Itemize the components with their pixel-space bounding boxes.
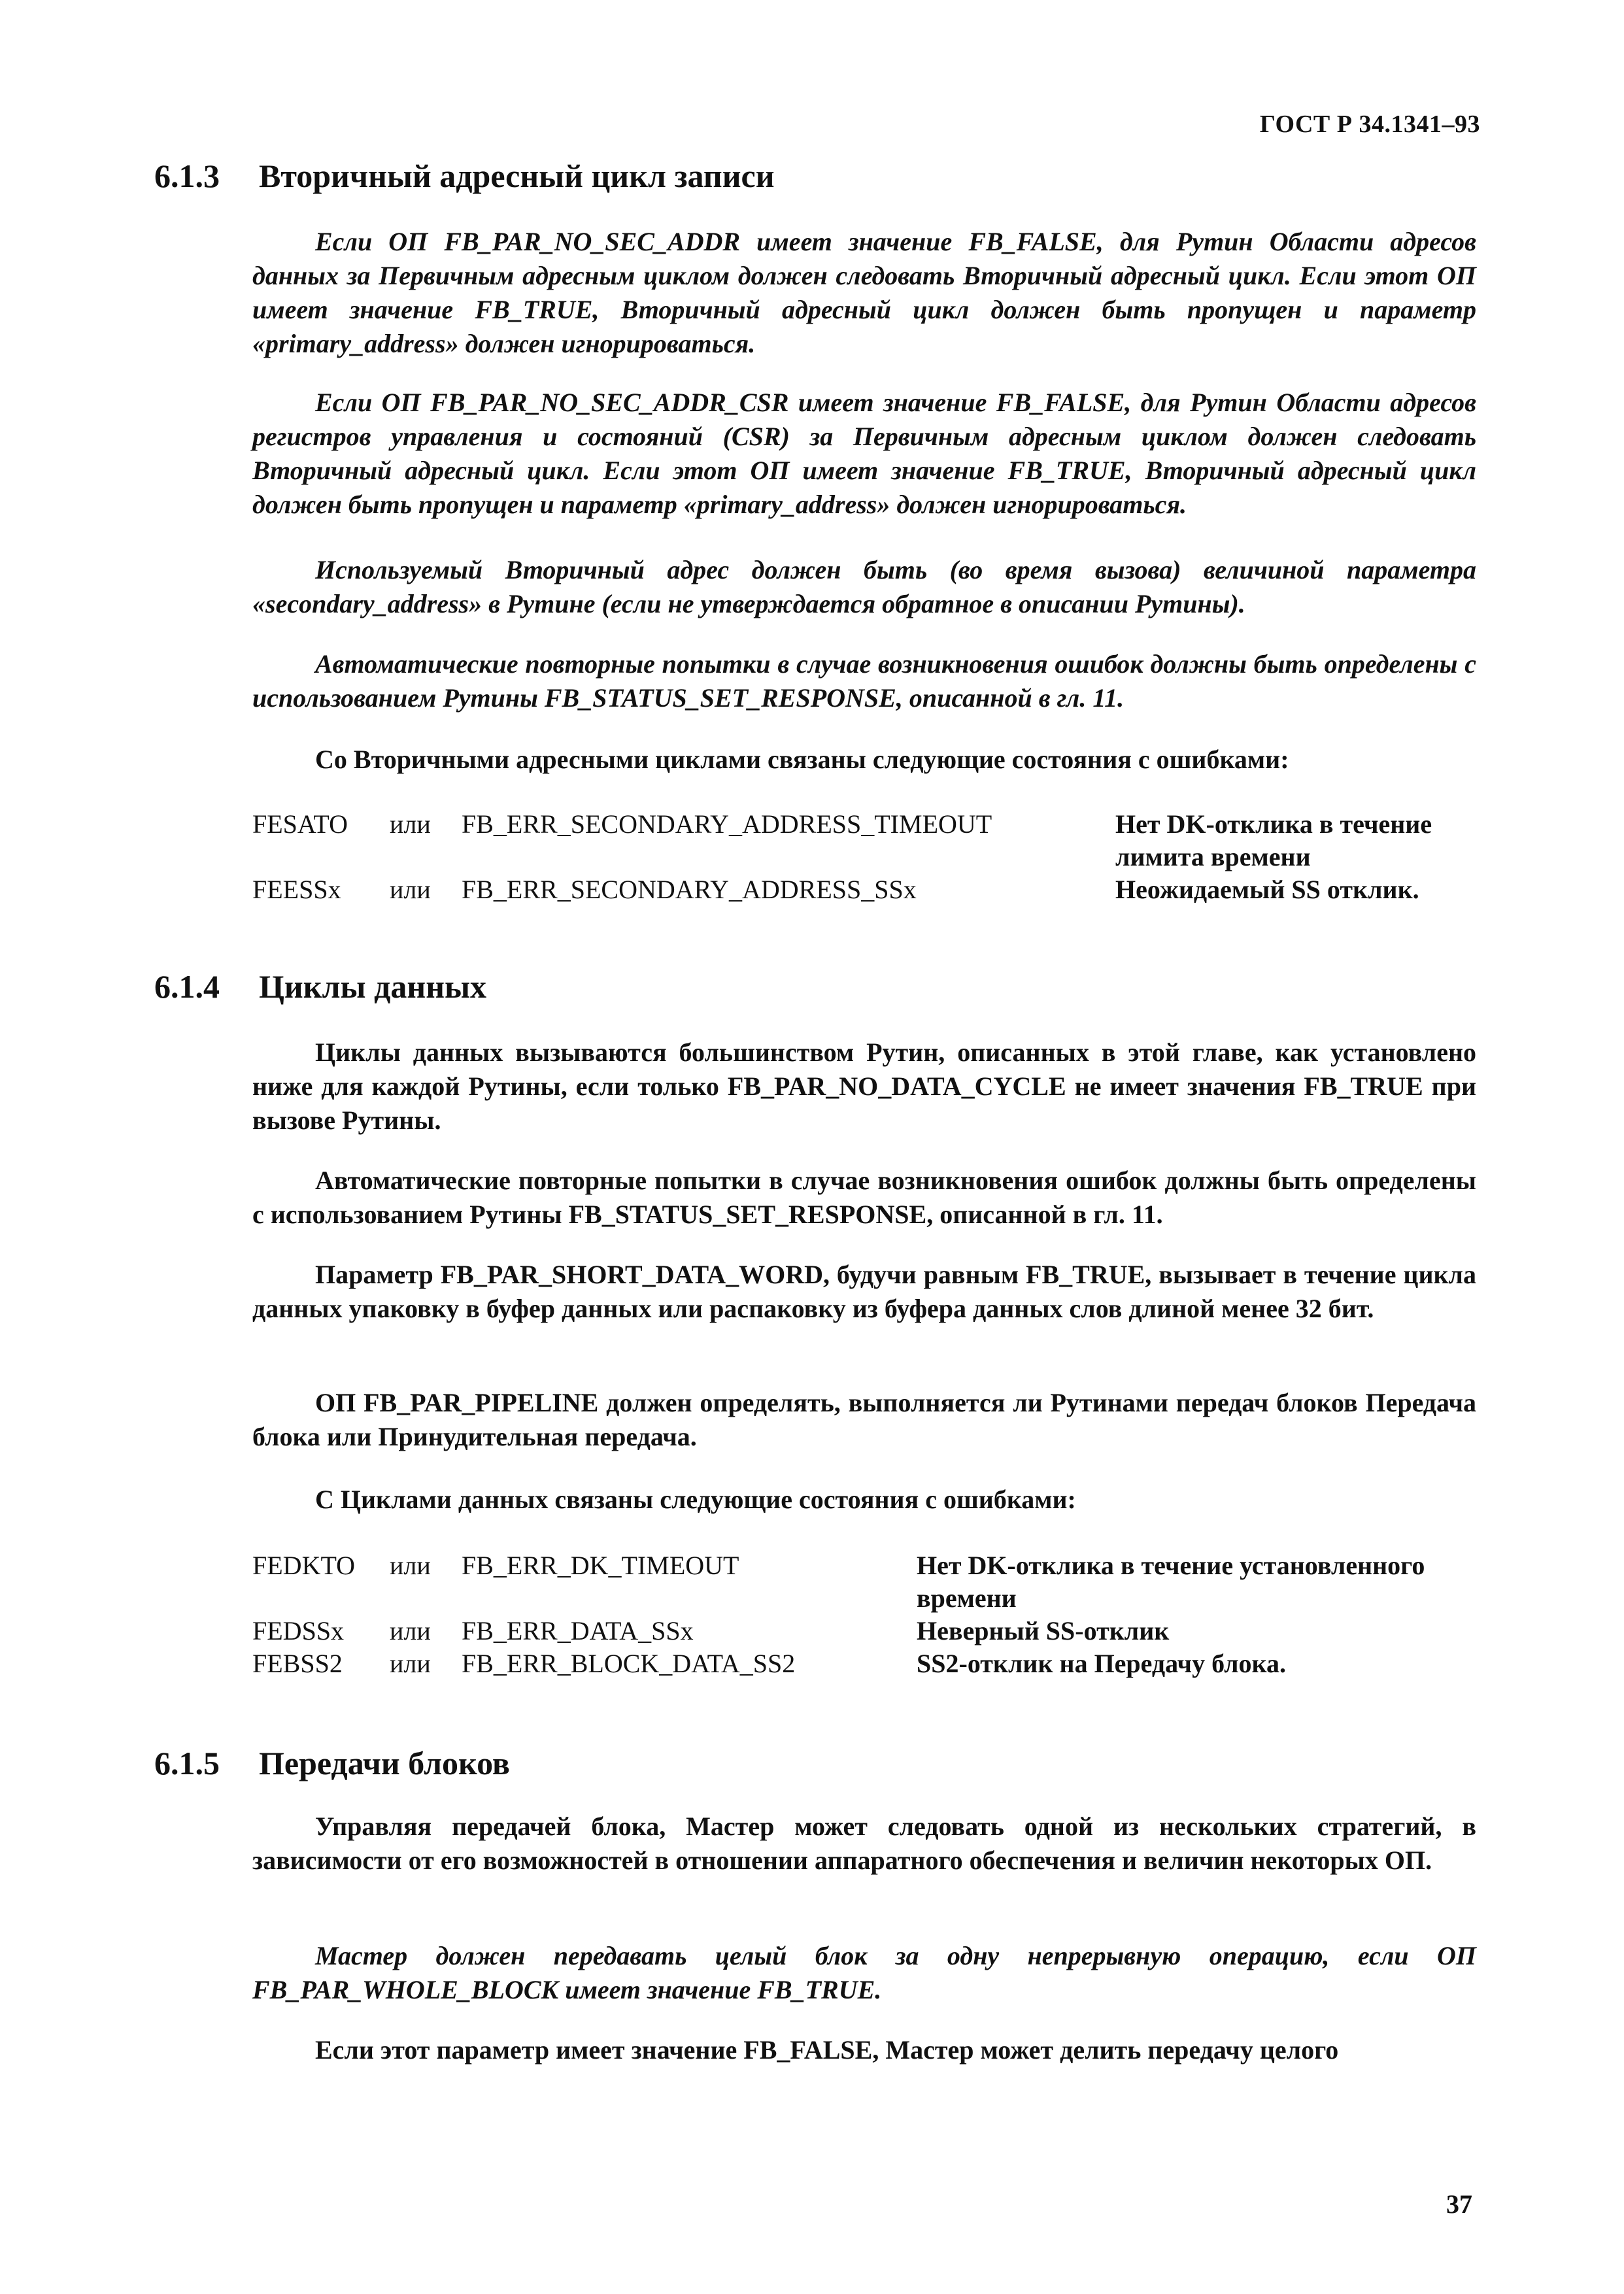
paragraph: Мастер должен передавать целый блок за одну непрерывную операцию, если ОП FB_PAR_WHOLE_BLOCK имеет значение FB_TRUE. [252,1941,1476,2004]
error-connector: или [390,1616,431,1645]
section-number: 6.1.5 [154,1745,220,1781]
paragraph: Со Вторичными адресными циклами связаны следующие состояния с ошибками: [315,745,1289,774]
error-connector: или [390,1551,431,1580]
section-title: Вторичный адресный цикл записи [259,158,775,194]
paragraph: ОП FB_PAR_PIPELINE должен определять, выполняется ли Рутинами передач блоков Передача блока или Принудительная передача. [252,1388,1476,1451]
paragraph: Циклы данных вызываются большинством Рутин, описанных в этой главе, как установлено ниже для каждой Рутины, если только FB_PAR_NO_DATA_CYCLE не имеет значения FB_TRUE при вызове Рутины. [252,1037,1476,1135]
section-number: 6.1.4 [154,968,220,1005]
error-table-data-cycles [252,1549,1476,1680]
paragraph: Используемый Вторичный адрес должен быть (во время вызова) величиной параметра «secondary_address» в Рутине (если не утверждается обратное в описании Рутины). [252,555,1476,618]
error-code: FESATO [252,809,348,839]
error-connector: или [390,809,431,839]
error-description: Нет DK-отклика в течение лимита времени [1115,809,1432,871]
error-connector: или [390,1649,431,1678]
table-row [252,808,1476,873]
paragraph: Если ОП FB_PAR_NO_SEC_ADDR имеет значение FB_FALSE, для Рутин Области адресов данных за Первичным адресным циклом должен следовать Вторичный адресный цикл. Если этот ОП имеет значение FB_TRUE, Вторичный адресный цикл должен быть пропущен и параметр «primary_address» должен игнорироваться. [252,227,1476,358]
error-code: FEDKTO [252,1551,356,1580]
page-number: 37 [1446,2189,1472,2219]
error-name: FB_ERR_DATA_SSx [462,1616,694,1645]
paragraph: С Циклами данных связаны следующие состояния с ошибками: [315,1485,1076,1514]
section-heading-6-1-4 [154,968,486,1005]
error-table-secondary-address [252,808,1476,906]
error-code: FEESSx [252,875,341,904]
standard-header: ГОСТ Р 34.1341–93 [1259,110,1480,138]
section-title: Циклы данных [259,968,487,1005]
paragraph: Если этот параметр имеет значение FB_FALSE, Мастер может делить передачу целого [315,2035,1339,2065]
error-description: Неверный SS-отклик [917,1616,1170,1645]
error-name: FB_ERR_SECONDARY_ADDRESS_SSx [462,875,917,904]
paragraph: Автоматические повторные попытки в случае возникновения ошибок должны быть определены с использованием Рутины FB_STATUS_SET_RESPONSE, описанной в гл. 11. [252,649,1476,713]
table-row [252,873,1476,906]
table-row [252,1615,1476,1647]
error-description: SS2-отклик на Передачу блока. [917,1649,1286,1678]
section-title: Передачи блоков [259,1745,510,1781]
error-name: FB_ERR_BLOCK_DATA_SS2 [462,1649,796,1678]
error-connector: или [390,875,431,904]
table-row [252,1549,1476,1615]
paragraph: Если ОП FB_PAR_NO_SEC_ADDR_CSR имеет значение FB_FALSE, для Рутин Области адресов регистров управления и состояний (CSR) за Первичным адресным циклом должен следовать Вторичный адресный цикл. Если этот ОП имеет значение FB_TRUE, Вторичный адресный цикл должен быть пропущен и параметр «primary_address» должен игнорироваться. [252,388,1476,519]
table-row [252,1647,1476,1680]
section-heading-6-1-3 [154,157,775,195]
error-code: FEBSS2 [252,1649,343,1678]
paragraph: Автоматические повторные попытки в случае возникновения ошибок должны быть определены с использованием Рутины FB_STATUS_SET_RESPONSE, описанной в гл. 11. [252,1166,1476,1229]
section-number: 6.1.3 [154,158,220,194]
error-name: FB_ERR_DK_TIMEOUT [462,1551,739,1580]
section-heading-6-1-5 [154,1744,510,1782]
error-description: Нет DK-отклика в течение установленного времени [917,1551,1425,1613]
paragraph: Параметр FB_PAR_SHORT_DATA_WORD, будучи равным FB_TRUE, вызывает в течение цикла данных упаковку в буфер данных или распаковку из буфера данных слов длиной менее 32 бит. [252,1260,1476,1323]
error-code: FEDSSx [252,1616,345,1645]
error-description: Неожидаемый SS отклик. [1115,875,1419,904]
error-name: FB_ERR_SECONDARY_ADDRESS_TIMEOUT [462,809,992,839]
paragraph: Управляя передачей блока, Мастер может следовать одной из нескольких стратегий, в зависимости от его возможностей в отношении аппаратного обеспечения и величин некоторых ОП. [252,1812,1476,1875]
